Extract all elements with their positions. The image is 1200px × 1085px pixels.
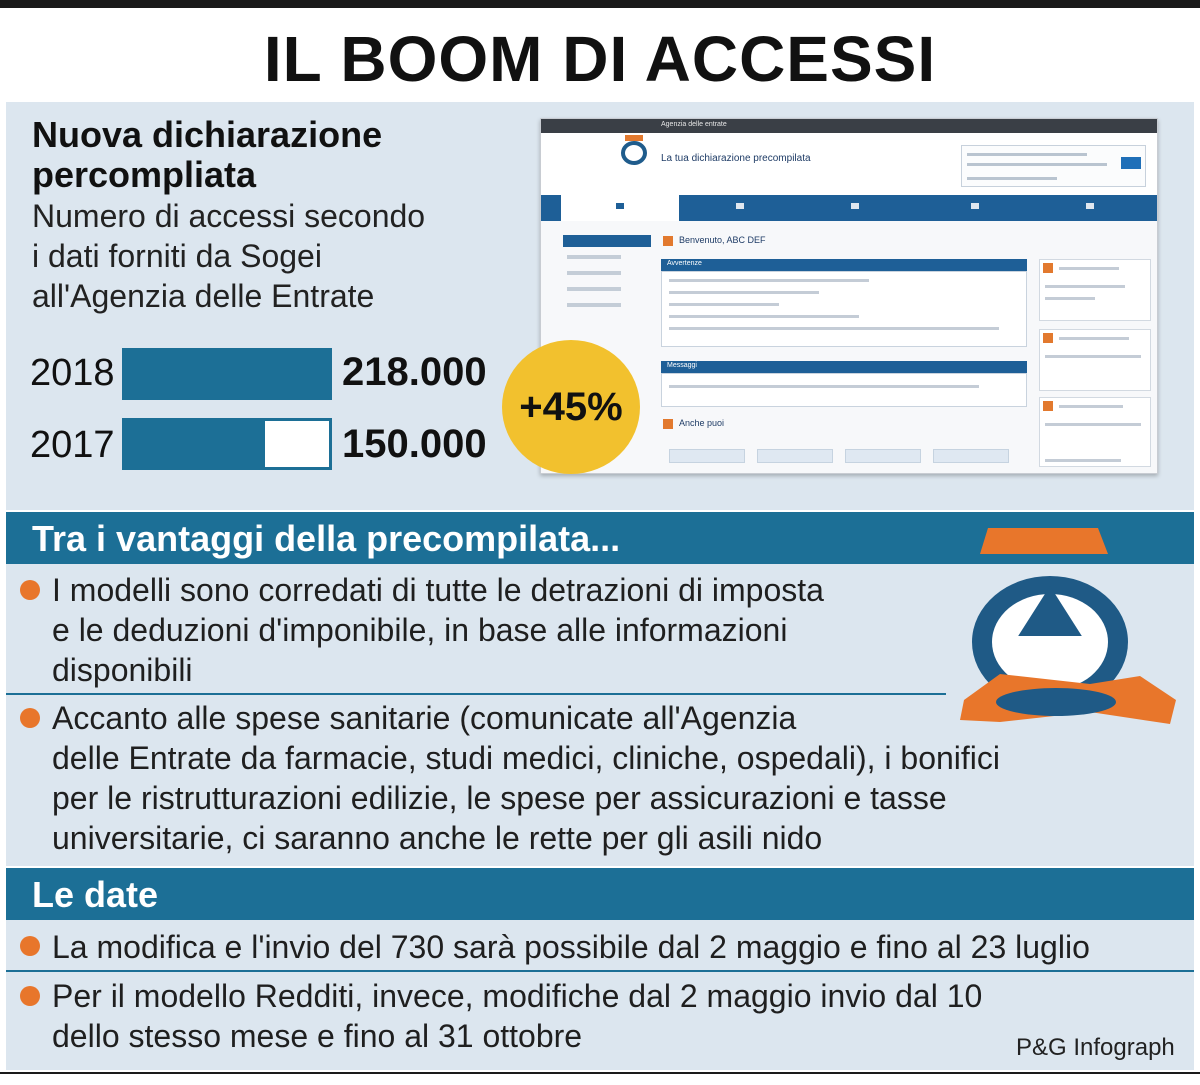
mock-login-line (967, 177, 1057, 180)
bar-2018 (125, 351, 329, 397)
mock-text-line (1045, 285, 1125, 288)
mock-messages-title: Messaggi (667, 362, 697, 369)
mock-tile (757, 449, 833, 463)
mock-nav-icon (1086, 203, 1094, 209)
mock-tile (845, 449, 921, 463)
mock-login-line (967, 163, 1107, 166)
mock-side-active (563, 235, 651, 247)
mock-text-line (669, 327, 999, 330)
mock-text-line (669, 385, 979, 388)
intro-sub-line1: Numero di accessi secondo (32, 198, 426, 234)
credit-text: P&G Infograph (1016, 1034, 1175, 1061)
top-rule (0, 0, 1200, 8)
mock-right-icon (1043, 263, 1053, 273)
bar-frame-2017 (122, 418, 332, 470)
mock-login-line (967, 153, 1087, 156)
mock-right-icon (1043, 333, 1053, 343)
mock-tile (669, 449, 745, 463)
date-item-1-line1: La modifica e l'invio del 730 sarà possibile dal 2 maggio e fino al 23 luglio (52, 929, 1090, 965)
date-title: Le date (32, 874, 159, 915)
mock-side-line (567, 287, 621, 291)
agenzia-entrate-logo-icon (940, 524, 1190, 734)
mock-notice-box (661, 271, 1027, 347)
mock-messages-box (661, 373, 1027, 407)
date-item-2-line1: Per il modello Redditi, invece, modifiche dal 2 maggio invio dal 10 (52, 978, 983, 1014)
page-title: IL BOOM DI ACCESSI (263, 23, 937, 95)
date-item-2-line2: dello stesso mese e fino al 31 ottobre (52, 1018, 583, 1054)
mock-side-line (567, 255, 621, 259)
mock-text-line (1045, 459, 1121, 462)
mock-text-line (669, 279, 869, 282)
mock-login-button (1121, 157, 1141, 169)
mock-tile (933, 449, 1009, 463)
bar-category-2018: 2018 (30, 352, 115, 394)
vantaggi-item-2-line3: per le ristrutturazioni edilizie, le spese per assicurazioni e tasse (52, 780, 947, 816)
date-header-bar (6, 868, 1194, 920)
mock-topbar (541, 119, 1157, 133)
mock-other-title: Anche puoi (679, 418, 725, 428)
vantaggi-title: Tra i vantaggi della precompilata... (32, 518, 621, 559)
bullet-dot-icon (20, 708, 40, 728)
mock-welcome-text: Benvenuto, ABC DEF (679, 235, 766, 245)
mock-text-line (669, 315, 859, 318)
bar-2017 (125, 421, 265, 467)
bottom-rule (0, 1072, 1200, 1074)
mock-notice-header (661, 259, 1027, 271)
intro-heading-line1: Nuova dichiarazione (32, 114, 383, 155)
mock-notice-title: Avvertenze (667, 260, 702, 267)
vantaggi-item-2-line4: universitarie, ci saranno anche le rette per gli asili nido (52, 820, 823, 856)
mock-site-title: La tua dichiarazione precompilata (661, 153, 811, 164)
bar-category-2017: 2017 (30, 424, 115, 466)
bullet-dot-icon (20, 936, 40, 956)
bullet-dot-icon (20, 986, 40, 1006)
bullet-dot-icon (20, 580, 40, 600)
mock-home-icon (616, 203, 624, 209)
mock-nav-icon (971, 203, 979, 209)
bar-value-label-2018: 218.000 (342, 350, 487, 394)
mock-text-line (1059, 267, 1119, 270)
date-divider (6, 970, 1194, 972)
intro-heading-line2: percompliata (32, 154, 257, 195)
bar-frame-2018 (122, 348, 332, 400)
vantaggi-item-1-line1: I modelli sono corredati di tutte le detrazioni di imposta (52, 572, 824, 608)
mock-login-box (961, 145, 1146, 187)
mock-nav-icon (736, 203, 744, 209)
intro-sub-line3: all'Agenzia delle Entrate (32, 278, 375, 314)
vantaggi-item-1-line3: disponibili (52, 652, 193, 688)
mock-text-line (1059, 337, 1129, 340)
mock-text-line (1045, 355, 1141, 358)
mock-text-line (1045, 423, 1141, 426)
vantaggi-item-2-line2: delle Entrate da farmacie, studi medici, cliniche, ospedali), i bonifici (52, 740, 1001, 776)
mock-text-line (669, 291, 819, 294)
mock-side-line (567, 271, 621, 275)
bar-value-label-2017: 150.000 (342, 422, 487, 466)
mock-side-line (567, 303, 621, 307)
mock-text-line (1059, 405, 1123, 408)
vantaggi-item-1-line2: e le deduzioni d'imponibile, in base alle informazioni (52, 612, 788, 648)
mock-topbar-text: Agenzia delle entrate (661, 121, 727, 128)
mock-messages-header (661, 361, 1027, 373)
mock-text-line (1045, 297, 1095, 300)
mock-welcome-icon (663, 236, 673, 246)
mock-other-icon (663, 419, 673, 429)
intro-sub-line2: i dati forniti da Sogei (32, 238, 322, 274)
mock-logo-icon (621, 141, 647, 165)
vantaggi-divider (6, 693, 946, 695)
growth-badge: +45% (502, 340, 640, 474)
mock-right-icon (1043, 401, 1053, 411)
mock-nav-icon (851, 203, 859, 209)
mock-text-line (669, 303, 779, 306)
vantaggi-item-2-line1: Accanto alle spese sanitarie (comunicate all'Agenzia (52, 700, 797, 736)
